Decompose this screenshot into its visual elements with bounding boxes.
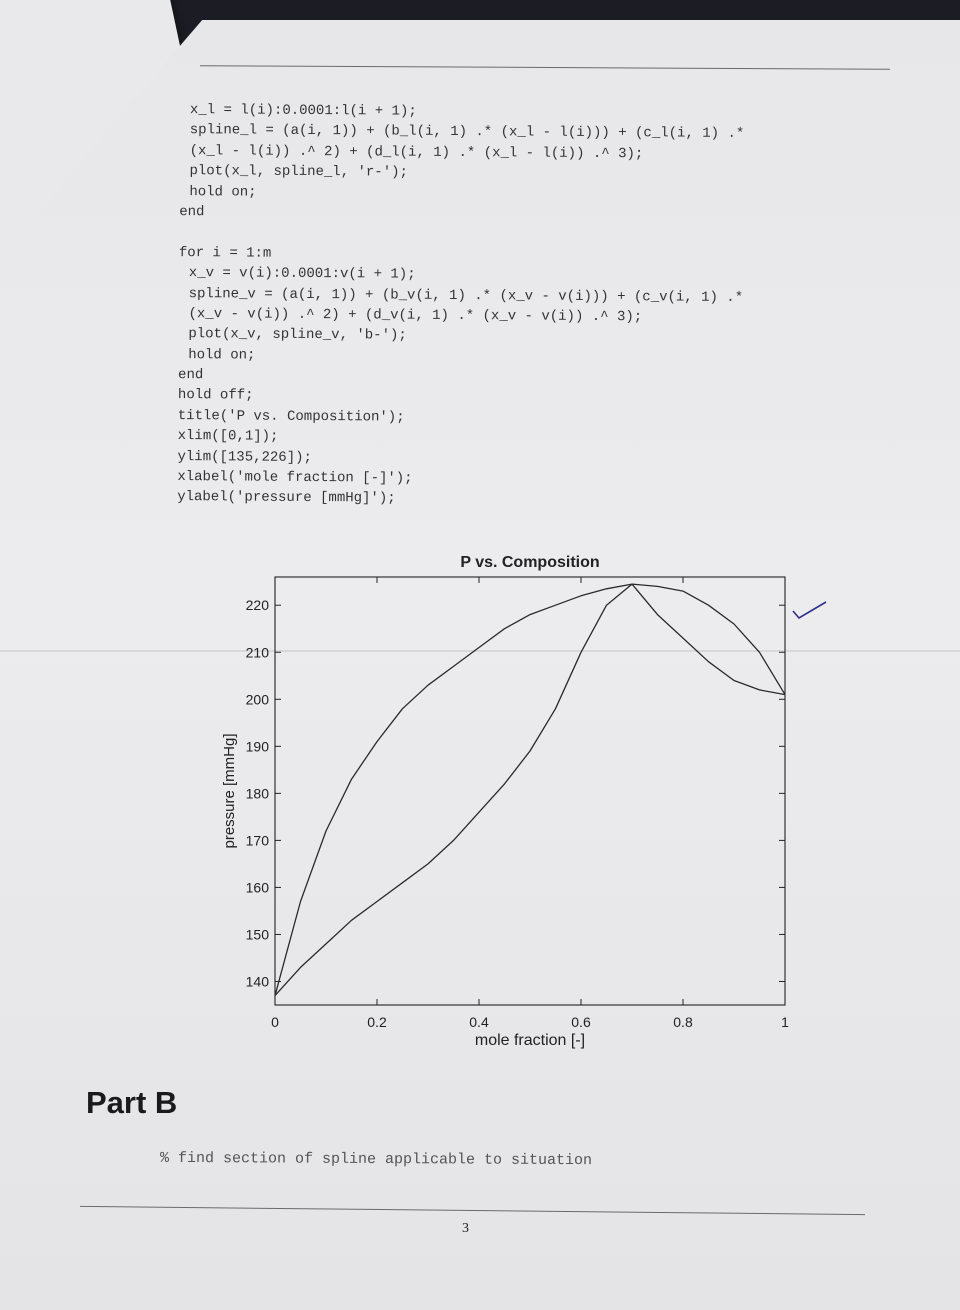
y-tick-label: 140: [245, 973, 269, 990]
code-line: for i = 1:m: [178, 244, 272, 262]
code-line: ylim([135,226]);: [177, 448, 312, 466]
y-axis-label: pressure [mmHg]: [221, 733, 238, 849]
plot-frame: [275, 577, 785, 1005]
y-tick-label: 190: [245, 738, 269, 755]
y-tick-label: 220: [245, 597, 269, 614]
x-tick-label: 0.8: [673, 1014, 693, 1030]
y-tick-label: 150: [245, 926, 269, 943]
chart-title: P vs. Composition: [460, 554, 600, 571]
code-line: hold on;: [188, 346, 256, 364]
y-tick-label: 160: [245, 879, 269, 896]
x-axis-label: mole fraction [-]: [474, 1032, 586, 1049]
code-line: title('P vs. Composition');: [177, 407, 405, 426]
code-line: plot(x_v, spline_v, 'b-');: [188, 326, 407, 344]
code-line: hold on;: [189, 183, 257, 201]
code-line: end: [179, 204, 205, 221]
y-tick-label: 170: [245, 832, 269, 849]
y-tick-label: 180: [245, 785, 269, 802]
x-tick-label: 0.6: [571, 1014, 591, 1030]
code-line: spline_v = (a(i, 1)) + (b_v(i, 1) .* (x_v - v(i))) + (c_v(i, 1) .*: [188, 285, 744, 306]
code-line: xlim([0,1]);: [177, 428, 279, 446]
code-line: x_v = v(i):0.0001:v(i + 1);: [188, 265, 416, 283]
series-line-vapor: [275, 584, 785, 996]
page-number: 3: [462, 1221, 469, 1236]
code-line: xlabel('mole fraction [-]');: [177, 469, 413, 487]
code-line: hold off;: [177, 387, 254, 405]
code-line: end: [178, 367, 204, 384]
code-line: plot(x_l, spline_l, 'r-');: [189, 163, 408, 181]
y-tick-label: 200: [245, 691, 269, 708]
code-line: x_l = l(i):0.0001:l(i + 1);: [189, 102, 417, 120]
pressure-composition-chart: [210, 545, 810, 1055]
y-tick-label: 210: [245, 644, 269, 661]
code-line: spline_l = (a(i, 1)) + (b_l(i, 1) .* (x_l - l(i))) + (c_l(i, 1) .*: [189, 122, 745, 143]
x-tick-label: 0.2: [367, 1014, 387, 1030]
code-comment: % find section of spline applicable to situation: [159, 1149, 593, 1170]
series-line-liquid: [275, 584, 785, 996]
x-tick-label: 1: [781, 1014, 789, 1030]
part-b-heading: Part B: [86, 1085, 178, 1120]
checkmark-annotation: [790, 598, 830, 622]
code-line: (x_v - v(i)) .^ 2) + (d_v(i, 1) .* (x_v - v(i)) .^ 3);: [188, 306, 643, 326]
x-tick-label: 0: [271, 1014, 279, 1030]
x-tick-label: 0.4: [469, 1014, 489, 1030]
matlab-code-block: [167, 100, 744, 512]
code-line: ylabel('pressure [mmHg]');: [177, 489, 396, 508]
code-line: (x_l - l(i)) .^ 2) + (d_l(i, 1) .* (x_l - l(i)) .^ 3);: [189, 142, 644, 163]
chart-svg: [210, 545, 810, 1055]
